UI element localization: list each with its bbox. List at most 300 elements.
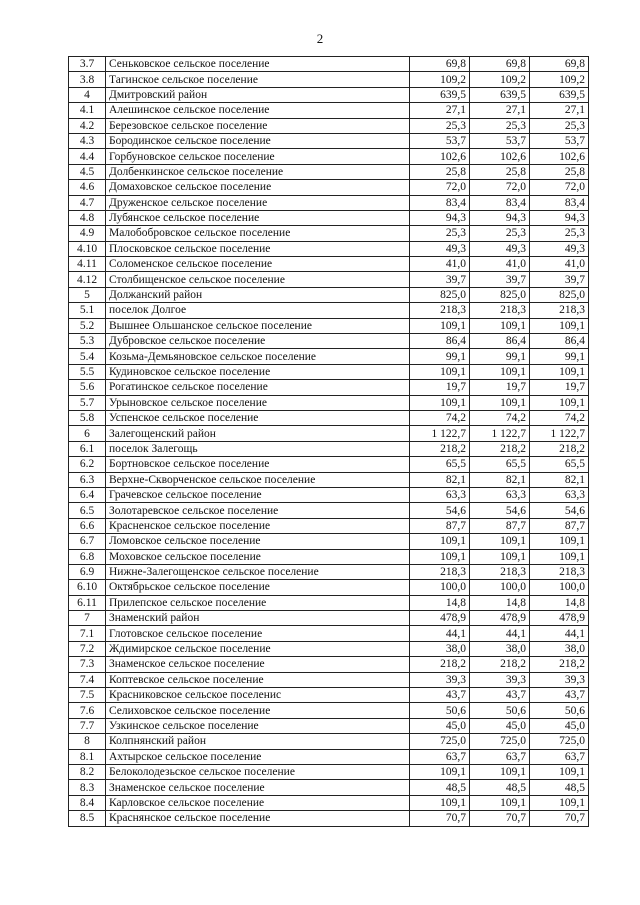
table-row <box>69 457 589 472</box>
table-row <box>69 595 589 610</box>
row-name-cell: Березовское сельское поселение <box>106 118 410 133</box>
row-value-3-cell: 100,0 <box>530 580 589 595</box>
row-value-3-cell: 825,0 <box>530 287 589 302</box>
row-name-cell: Урыновское сельское поселение <box>106 395 410 410</box>
table-row <box>69 688 589 703</box>
table-row <box>69 241 589 256</box>
row-value-1-cell: 86,4 <box>410 334 470 349</box>
table-row <box>69 257 589 272</box>
row-value-2-cell: 25,3 <box>470 118 530 133</box>
row-value-2-cell: 50,6 <box>470 703 530 718</box>
row-value-2-cell: 83,4 <box>470 195 530 210</box>
row-name-cell: Соломенское сельское поселение <box>106 257 410 272</box>
row-name-cell: Грачевское сельское поселение <box>106 487 410 502</box>
row-value-1-cell: 49,3 <box>410 241 470 256</box>
row-value-1-cell: 218,2 <box>410 441 470 456</box>
row-name-cell: Горбуновское сельское поселение <box>106 149 410 164</box>
row-value-3-cell: 218,2 <box>530 441 589 456</box>
row-value-3-cell: 83,4 <box>530 195 589 210</box>
row-value-1-cell: 109,2 <box>410 72 470 87</box>
row-name-cell: Красненское сельское поселение <box>106 518 410 533</box>
row-number-cell: 4.9 <box>69 226 106 241</box>
row-value-1-cell: 87,7 <box>410 518 470 533</box>
row-value-3-cell: 725,0 <box>530 734 589 749</box>
row-name-cell: Прилепское сельское поселение <box>106 595 410 610</box>
row-value-1-cell: 25,3 <box>410 118 470 133</box>
row-name-cell: Малобобровское сельское поселение <box>106 226 410 241</box>
table-row <box>69 672 589 687</box>
row-value-3-cell: 478,9 <box>530 611 589 626</box>
table-row <box>69 641 589 656</box>
row-value-2-cell: 19,7 <box>470 380 530 395</box>
row-name-cell: Колпнянский район <box>106 734 410 749</box>
row-value-2-cell: 109,1 <box>470 549 530 564</box>
row-value-2-cell: 218,2 <box>470 441 530 456</box>
row-name-cell: поселок Долгое <box>106 303 410 318</box>
row-value-2-cell: 109,2 <box>470 72 530 87</box>
row-number-cell: 4.5 <box>69 164 106 179</box>
row-number-cell: 8.2 <box>69 764 106 779</box>
row-name-cell: Дубровское сельское поселение <box>106 334 410 349</box>
table-row <box>69 195 589 210</box>
row-number-cell: 8.4 <box>69 795 106 810</box>
row-value-3-cell: 25,3 <box>530 226 589 241</box>
row-value-2-cell: 53,7 <box>470 133 530 148</box>
row-name-cell: Вышнее Ольшанское сельское поселение <box>106 318 410 333</box>
row-name-cell: поселок Залегощь <box>106 441 410 456</box>
row-number-cell: 6.6 <box>69 518 106 533</box>
row-number-cell: 6.8 <box>69 549 106 564</box>
row-name-cell: Краснянское сельское поселение <box>106 811 410 826</box>
row-value-1-cell: 109,1 <box>410 795 470 810</box>
table-row <box>69 226 589 241</box>
row-name-cell: Коптевское сельское поселение <box>106 672 410 687</box>
row-number-cell: 3.7 <box>69 57 106 72</box>
row-value-2-cell: 27,1 <box>470 103 530 118</box>
row-name-cell: Белоколодезьское сельское поселение <box>106 764 410 779</box>
row-name-cell: Залегощенский район <box>106 426 410 441</box>
row-name-cell: Моховское сельское поселение <box>106 549 410 564</box>
row-name-cell: Селиховское сельское поселение <box>106 703 410 718</box>
row-value-2-cell: 44,1 <box>470 626 530 641</box>
table-row <box>69 811 589 826</box>
row-name-cell: Друженское сельское поселение <box>106 195 410 210</box>
row-value-1-cell: 63,3 <box>410 487 470 502</box>
row-number-cell: 7.6 <box>69 703 106 718</box>
row-value-1-cell: 39,7 <box>410 272 470 287</box>
row-name-cell: Дмитровский район <box>106 87 410 102</box>
table-row <box>69 287 589 302</box>
row-name-cell: Нижне-Залегощенское сельское поселение <box>106 564 410 579</box>
row-name-cell: Октябрьское сельское поселение <box>106 580 410 595</box>
row-value-3-cell: 43,7 <box>530 688 589 703</box>
row-number-cell: 4.2 <box>69 118 106 133</box>
row-name-cell: Глотовское сельское поселение <box>106 626 410 641</box>
row-name-cell: Карловское сельское поселение <box>106 795 410 810</box>
row-value-3-cell: 109,2 <box>530 72 589 87</box>
row-number-cell: 4.12 <box>69 272 106 287</box>
row-value-2-cell: 109,1 <box>470 764 530 779</box>
row-value-3-cell: 109,1 <box>530 395 589 410</box>
row-value-1-cell: 48,5 <box>410 780 470 795</box>
row-value-1-cell: 639,5 <box>410 87 470 102</box>
allocation-table <box>68 56 589 827</box>
row-value-3-cell: 87,7 <box>530 518 589 533</box>
row-number-cell: 8.1 <box>69 749 106 764</box>
row-value-1-cell: 109,1 <box>410 318 470 333</box>
row-number-cell: 4.8 <box>69 210 106 225</box>
table-row <box>69 57 589 72</box>
row-name-cell: Козьма-Демьяновское сельское поселение <box>106 349 410 364</box>
row-value-1-cell: 50,6 <box>410 703 470 718</box>
row-value-2-cell: 86,4 <box>470 334 530 349</box>
row-value-3-cell: 39,3 <box>530 672 589 687</box>
row-value-2-cell: 102,6 <box>470 149 530 164</box>
row-value-2-cell: 39,3 <box>470 672 530 687</box>
table-row <box>69 549 589 564</box>
table-row <box>69 410 589 425</box>
row-value-1-cell: 74,2 <box>410 410 470 425</box>
row-value-1-cell: 102,6 <box>410 149 470 164</box>
table-row <box>69 272 589 287</box>
row-name-cell: Бородинское сельское поселение <box>106 133 410 148</box>
row-value-3-cell: 27,1 <box>530 103 589 118</box>
row-name-cell: Знаменское сельское поселение <box>106 780 410 795</box>
table-row <box>69 149 589 164</box>
row-value-1-cell: 109,1 <box>410 549 470 564</box>
row-number-cell: 6.9 <box>69 564 106 579</box>
row-value-2-cell: 39,7 <box>470 272 530 287</box>
table-row <box>69 380 589 395</box>
row-name-cell: Знаменский район <box>106 611 410 626</box>
row-number-cell: 6.5 <box>69 503 106 518</box>
row-number-cell: 8 <box>69 734 106 749</box>
table-row <box>69 503 589 518</box>
row-value-1-cell: 63,7 <box>410 749 470 764</box>
table-row <box>69 426 589 441</box>
row-value-1-cell: 109,1 <box>410 764 470 779</box>
row-value-2-cell: 69,8 <box>470 57 530 72</box>
table-row <box>69 441 589 456</box>
table-row <box>69 210 589 225</box>
table-row <box>69 318 589 333</box>
table-row <box>69 749 589 764</box>
row-value-1-cell: 109,1 <box>410 364 470 379</box>
row-value-1-cell: 25,3 <box>410 226 470 241</box>
table-row <box>69 534 589 549</box>
row-number-cell: 7.1 <box>69 626 106 641</box>
row-value-1-cell: 725,0 <box>410 734 470 749</box>
row-name-cell: Ахтырское сельское поселение <box>106 749 410 764</box>
table-row <box>69 87 589 102</box>
table-row <box>69 180 589 195</box>
table-row <box>69 718 589 733</box>
row-number-cell: 7.2 <box>69 641 106 656</box>
row-number-cell: 7.4 <box>69 672 106 687</box>
row-value-1-cell: 99,1 <box>410 349 470 364</box>
row-value-1-cell: 43,7 <box>410 688 470 703</box>
row-number-cell: 4.3 <box>69 133 106 148</box>
row-value-1-cell: 72,0 <box>410 180 470 195</box>
row-name-cell: Золотаревское сельское поселение <box>106 503 410 518</box>
row-value-1-cell: 82,1 <box>410 472 470 487</box>
row-number-cell: 6.2 <box>69 457 106 472</box>
row-value-2-cell: 70,7 <box>470 811 530 826</box>
row-number-cell: 6.11 <box>69 595 106 610</box>
table-row <box>69 118 589 133</box>
row-name-cell: Бортновское сельское поселение <box>106 457 410 472</box>
row-name-cell: Успенское сельское поселение <box>106 410 410 425</box>
row-value-1-cell: 109,1 <box>410 395 470 410</box>
row-value-2-cell: 87,7 <box>470 518 530 533</box>
row-name-cell: Плосковское сельское поселение <box>106 241 410 256</box>
row-value-2-cell: 1 122,7 <box>470 426 530 441</box>
row-value-2-cell: 41,0 <box>470 257 530 272</box>
row-value-3-cell: 109,1 <box>530 318 589 333</box>
row-value-2-cell: 109,1 <box>470 395 530 410</box>
row-value-3-cell: 25,3 <box>530 118 589 133</box>
row-value-3-cell: 82,1 <box>530 472 589 487</box>
table-row <box>69 472 589 487</box>
row-value-3-cell: 109,1 <box>530 764 589 779</box>
row-number-cell: 6.3 <box>69 472 106 487</box>
table-row <box>69 364 589 379</box>
row-value-1-cell: 70,7 <box>410 811 470 826</box>
row-number-cell: 7.7 <box>69 718 106 733</box>
row-value-1-cell: 218,3 <box>410 564 470 579</box>
row-value-1-cell: 218,3 <box>410 303 470 318</box>
row-number-cell: 6.4 <box>69 487 106 502</box>
row-value-1-cell: 44,1 <box>410 626 470 641</box>
row-number-cell: 4.11 <box>69 257 106 272</box>
row-value-2-cell: 725,0 <box>470 734 530 749</box>
row-value-3-cell: 72,0 <box>530 180 589 195</box>
row-value-1-cell: 69,8 <box>410 57 470 72</box>
table-row <box>69 487 589 502</box>
row-value-2-cell: 72,0 <box>470 180 530 195</box>
row-number-cell: 5.8 <box>69 410 106 425</box>
row-value-3-cell: 54,6 <box>530 503 589 518</box>
row-value-2-cell: 38,0 <box>470 641 530 656</box>
row-name-cell: Красниковское сельское поселенис <box>106 688 410 703</box>
row-value-2-cell: 25,3 <box>470 226 530 241</box>
table-row <box>69 103 589 118</box>
row-value-1-cell: 14,8 <box>410 595 470 610</box>
row-number-cell: 4.1 <box>69 103 106 118</box>
row-name-cell: Домаховское сельское поселение <box>106 180 410 195</box>
table-row <box>69 72 589 87</box>
row-value-3-cell: 25,8 <box>530 164 589 179</box>
row-value-1-cell: 83,4 <box>410 195 470 210</box>
table-row <box>69 564 589 579</box>
row-value-3-cell: 109,1 <box>530 534 589 549</box>
row-number-cell: 4.6 <box>69 180 106 195</box>
row-value-3-cell: 109,1 <box>530 549 589 564</box>
row-value-3-cell: 109,1 <box>530 795 589 810</box>
row-value-2-cell: 82,1 <box>470 472 530 487</box>
row-number-cell: 4.4 <box>69 149 106 164</box>
row-value-1-cell: 19,7 <box>410 380 470 395</box>
table-row <box>69 795 589 810</box>
row-value-2-cell: 99,1 <box>470 349 530 364</box>
row-value-3-cell: 218,2 <box>530 657 589 672</box>
row-name-cell: Ломовское сельское поселение <box>106 534 410 549</box>
row-name-cell: Верхне-Скворченское сельское поселение <box>106 472 410 487</box>
row-value-2-cell: 218,3 <box>470 303 530 318</box>
row-name-cell: Тагинское сельское поселение <box>106 72 410 87</box>
table-row <box>69 780 589 795</box>
row-name-cell: Должанский район <box>106 287 410 302</box>
row-value-3-cell: 70,7 <box>530 811 589 826</box>
row-value-3-cell: 94,3 <box>530 210 589 225</box>
table-row <box>69 334 589 349</box>
row-number-cell: 6.10 <box>69 580 106 595</box>
row-value-3-cell: 218,3 <box>530 303 589 318</box>
row-value-1-cell: 38,0 <box>410 641 470 656</box>
row-value-2-cell: 639,5 <box>470 87 530 102</box>
table-row <box>69 395 589 410</box>
row-value-1-cell: 1 122,7 <box>410 426 470 441</box>
row-number-cell: 8.3 <box>69 780 106 795</box>
page-number: 2 <box>316 31 324 46</box>
row-value-1-cell: 65,5 <box>410 457 470 472</box>
row-value-3-cell: 41,0 <box>530 257 589 272</box>
row-value-2-cell: 109,1 <box>470 795 530 810</box>
row-value-1-cell: 53,7 <box>410 133 470 148</box>
row-number-cell: 4.7 <box>69 195 106 210</box>
row-name-cell: Долбенкинское сельское поселение <box>106 164 410 179</box>
row-value-3-cell: 39,7 <box>530 272 589 287</box>
row-value-1-cell: 45,0 <box>410 718 470 733</box>
row-value-3-cell: 69,8 <box>530 57 589 72</box>
row-name-cell: Столбищенское сельское поселение <box>106 272 410 287</box>
table-row <box>69 518 589 533</box>
row-number-cell: 5.7 <box>69 395 106 410</box>
row-value-2-cell: 54,6 <box>470 503 530 518</box>
row-name-cell: Рогатинское сельское поселение <box>106 380 410 395</box>
row-number-cell: 7 <box>69 611 106 626</box>
table-row <box>69 133 589 148</box>
row-number-cell: 5.2 <box>69 318 106 333</box>
row-number-cell: 4.10 <box>69 241 106 256</box>
row-value-2-cell: 478,9 <box>470 611 530 626</box>
row-number-cell: 5 <box>69 287 106 302</box>
row-value-1-cell: 825,0 <box>410 287 470 302</box>
table-row <box>69 626 589 641</box>
row-number-cell: 6.1 <box>69 441 106 456</box>
row-number-cell: 6 <box>69 426 106 441</box>
table-row <box>69 657 589 672</box>
row-value-3-cell: 45,0 <box>530 718 589 733</box>
row-value-3-cell: 19,7 <box>530 380 589 395</box>
row-value-1-cell: 27,1 <box>410 103 470 118</box>
row-number-cell: 6.7 <box>69 534 106 549</box>
row-value-3-cell: 74,2 <box>530 410 589 425</box>
row-value-3-cell: 65,5 <box>530 457 589 472</box>
row-value-1-cell: 478,9 <box>410 611 470 626</box>
row-value-2-cell: 218,2 <box>470 657 530 672</box>
row-name-cell: Лубянское сельское поселение <box>106 210 410 225</box>
row-value-3-cell: 38,0 <box>530 641 589 656</box>
row-value-2-cell: 100,0 <box>470 580 530 595</box>
row-value-3-cell: 1 122,7 <box>530 426 589 441</box>
row-value-1-cell: 39,3 <box>410 672 470 687</box>
row-value-2-cell: 825,0 <box>470 287 530 302</box>
row-value-2-cell: 45,0 <box>470 718 530 733</box>
row-number-cell: 5.3 <box>69 334 106 349</box>
row-value-3-cell: 86,4 <box>530 334 589 349</box>
table-row <box>69 734 589 749</box>
row-value-2-cell: 43,7 <box>470 688 530 703</box>
row-value-2-cell: 63,7 <box>470 749 530 764</box>
row-value-2-cell: 25,8 <box>470 164 530 179</box>
row-value-1-cell: 109,1 <box>410 534 470 549</box>
row-value-2-cell: 65,5 <box>470 457 530 472</box>
row-number-cell: 5.5 <box>69 364 106 379</box>
row-name-cell: Узкинское сельское поселение <box>106 718 410 733</box>
table-row <box>69 764 589 779</box>
row-value-2-cell: 109,1 <box>470 534 530 549</box>
row-value-1-cell: 41,0 <box>410 257 470 272</box>
table-row <box>69 703 589 718</box>
row-value-3-cell: 99,1 <box>530 349 589 364</box>
row-number-cell: 5.4 <box>69 349 106 364</box>
table-row <box>69 303 589 318</box>
row-value-1-cell: 218,2 <box>410 657 470 672</box>
row-value-3-cell: 44,1 <box>530 626 589 641</box>
row-value-2-cell: 218,3 <box>470 564 530 579</box>
row-name-cell: Сеньковское сельское поселение <box>106 57 410 72</box>
row-value-1-cell: 54,6 <box>410 503 470 518</box>
row-value-3-cell: 218,3 <box>530 564 589 579</box>
row-value-2-cell: 63,3 <box>470 487 530 502</box>
row-number-cell: 5.6 <box>69 380 106 395</box>
row-number-cell: 3.8 <box>69 72 106 87</box>
row-value-3-cell: 53,7 <box>530 133 589 148</box>
row-value-2-cell: 74,2 <box>470 410 530 425</box>
row-value-2-cell: 94,3 <box>470 210 530 225</box>
row-value-3-cell: 49,3 <box>530 241 589 256</box>
row-number-cell: 7.3 <box>69 657 106 672</box>
row-value-3-cell: 63,3 <box>530 487 589 502</box>
row-value-2-cell: 48,5 <box>470 780 530 795</box>
row-name-cell: Алешинское сельское поселение <box>106 103 410 118</box>
table-row <box>69 580 589 595</box>
row-value-3-cell: 50,6 <box>530 703 589 718</box>
row-value-3-cell: 102,6 <box>530 149 589 164</box>
table-row <box>69 611 589 626</box>
row-value-1-cell: 25,8 <box>410 164 470 179</box>
row-value-3-cell: 63,7 <box>530 749 589 764</box>
row-value-1-cell: 94,3 <box>410 210 470 225</box>
row-value-3-cell: 109,1 <box>530 364 589 379</box>
row-number-cell: 4 <box>69 87 106 102</box>
row-number-cell: 5.1 <box>69 303 106 318</box>
row-name-cell: Кудиновское сельское поселение <box>106 364 410 379</box>
row-name-cell: Ждимирское сельское поселение <box>106 641 410 656</box>
row-value-2-cell: 49,3 <box>470 241 530 256</box>
row-value-3-cell: 48,5 <box>530 780 589 795</box>
row-value-2-cell: 109,1 <box>470 364 530 379</box>
row-number-cell: 8.5 <box>69 811 106 826</box>
table-row <box>69 349 589 364</box>
row-value-2-cell: 109,1 <box>470 318 530 333</box>
row-name-cell: Знаменское сельское поселение <box>106 657 410 672</box>
table-row <box>69 164 589 179</box>
row-value-3-cell: 639,5 <box>530 87 589 102</box>
row-value-2-cell: 14,8 <box>470 595 530 610</box>
row-value-3-cell: 14,8 <box>530 595 589 610</box>
